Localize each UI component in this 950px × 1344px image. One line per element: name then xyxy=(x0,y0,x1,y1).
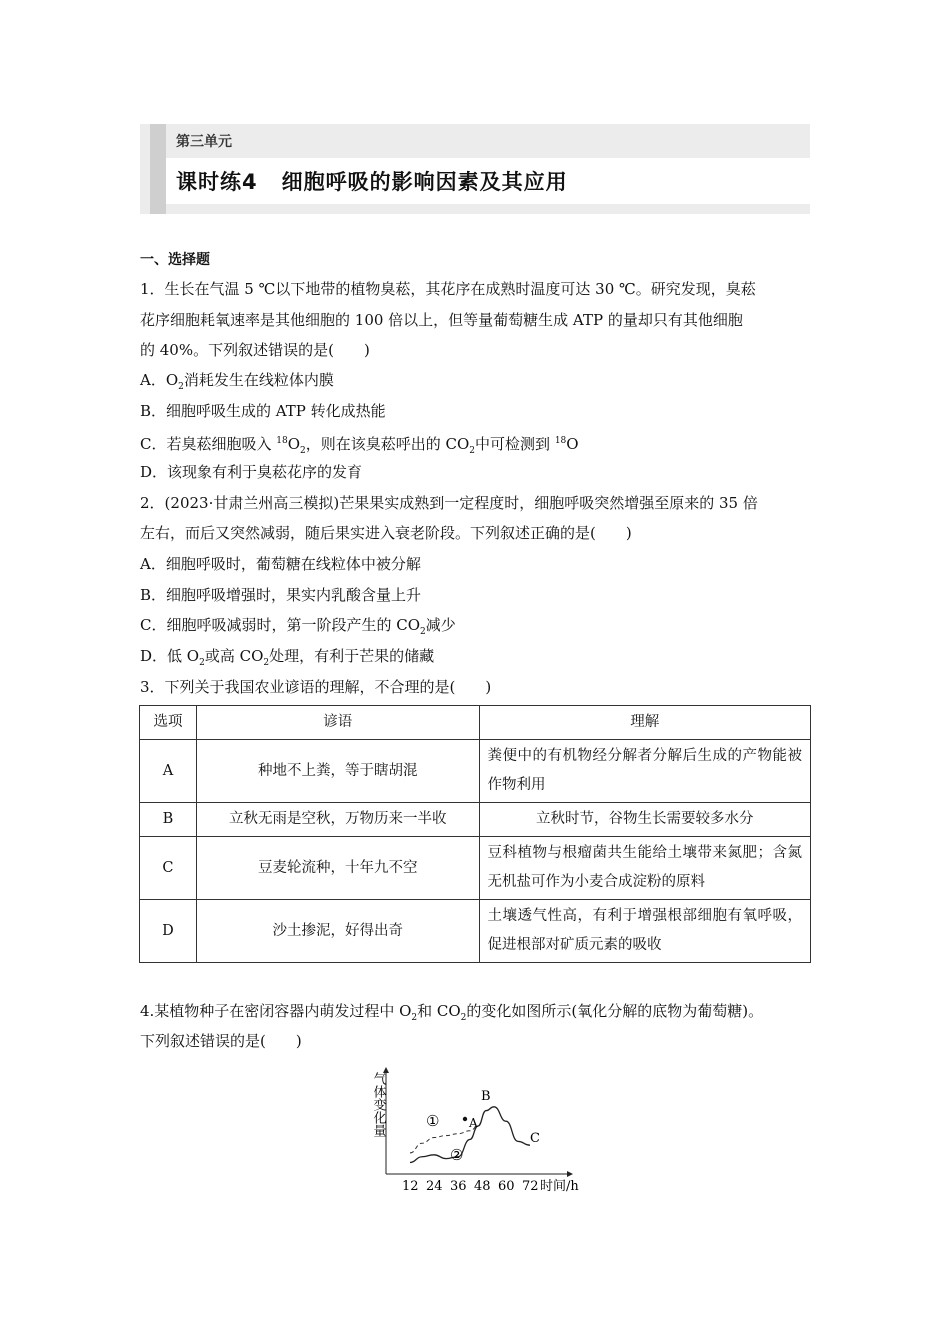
table-cell-option: B xyxy=(140,803,197,837)
curve-1-line xyxy=(410,1126,478,1153)
point-label-c: C xyxy=(530,1131,540,1146)
q2-stem-line-2: 左右，而后又突然减弱，随后果实进入衰老阶段。下列叙述正确的是( ) xyxy=(140,524,632,542)
q1-stem-line-1: 1．生长在气温 5 ℃以下地带的植物臭菘，其花序在成熟时温度可达 30 ℃。研究发现，臭菘 xyxy=(140,280,756,298)
table-header-option: 选项 xyxy=(140,706,197,740)
table-row xyxy=(140,740,811,803)
table-cell-meaning: 立秋时节，谷物生长需要较多水分 xyxy=(479,803,810,837)
table-header-row xyxy=(140,706,811,740)
q1-stem-line-2: 花序细胞耗氧速率是其他细胞的 100 倍以上，但等量葡萄糖生成 ATP 的量却只有其他细胞 xyxy=(140,311,743,329)
x-tick-label: 12 xyxy=(402,1179,419,1194)
lesson-number: 课时练4 xyxy=(176,170,258,194)
x-tick-label: 60 xyxy=(498,1179,515,1194)
curve-label-2: ② xyxy=(450,1146,464,1164)
curve-label-1: ① xyxy=(426,1112,440,1130)
lesson-title: 细胞呼吸的影响因素及其应用 xyxy=(281,170,568,194)
q1-option-c: C．若臭菘细胞吸入 $^{18}O_2$，则在该臭菘呼出的 $CO_2$中可检测到 $^{18}$O xyxy=(140,435,579,456)
q2-stem-line-1: 2．(2023·甘肃兰州高三模拟)芒果果实成熟到一定程度时，细胞呼吸突然增强至原来的 35 倍 xyxy=(140,494,758,512)
q1-option-a: A．$O_2$消耗发生在线粒体内膜 xyxy=(140,371,334,392)
header-accent-bar xyxy=(150,124,166,214)
table-cell-option: C xyxy=(140,837,197,900)
proverb-table xyxy=(139,705,811,963)
x-tick-label: 72 xyxy=(522,1179,539,1194)
table-row xyxy=(140,837,811,900)
table-cell-option: A xyxy=(140,740,197,803)
point-label-a: A xyxy=(469,1116,478,1130)
q1-option-b: B．细胞呼吸生成的 ATP 转化成热能 xyxy=(140,402,386,420)
q1-option-d: D．该现象有利于臭菘花序的发育 xyxy=(140,463,363,481)
x-tick-label: 24 xyxy=(426,1179,443,1194)
q2-option-c: C．细胞呼吸减弱时，第一阶段产生的 $CO_2$减少 xyxy=(140,616,456,637)
table-row xyxy=(140,900,811,963)
table-header-meaning: 理解 xyxy=(479,706,810,740)
table-row xyxy=(140,803,811,837)
q4-stem-line-2: 下列叙述错误的是( ) xyxy=(140,1032,302,1050)
gas-change-chart xyxy=(360,1062,600,1202)
table-header-proverb: 谚语 xyxy=(196,706,479,740)
point-label-b: B xyxy=(481,1089,491,1104)
q1-stem-line-3: 的 40%。下列叙述错误的是( ) xyxy=(140,341,370,359)
table-cell-meaning: 豆科植物与根瘤菌共生能给土壤带来氮肥；含氮无机盐可作为小麦合成淀粉的原料 xyxy=(479,837,810,900)
y-axis-label: 气体变化量 xyxy=(370,1072,386,1137)
x-tick-label: 48 xyxy=(474,1179,491,1194)
point-a-marker xyxy=(463,1117,467,1121)
q2-option-b: B．细胞呼吸增强时，果实内乳酸含量上升 xyxy=(140,586,422,604)
table-cell-option: D xyxy=(140,900,197,963)
table-cell-meaning: 土壤透气性高，有利于增强根部细胞有氧呼吸，促进根部对矿质元素的吸收 xyxy=(479,900,810,963)
table-cell-proverb: 种地不上粪，等于瞎胡混 xyxy=(196,740,479,803)
x-tick-label: 36 xyxy=(450,1179,467,1194)
q2-option-a: A．细胞呼吸时，葡萄糖在线粒体中被分解 xyxy=(140,555,421,573)
table-cell-meaning: 粪便中的有机物经分解者分解后生成的产物能被作物利用 xyxy=(479,740,810,803)
x-axis-label: 时间/h xyxy=(540,1179,579,1194)
table-cell-proverb: 沙土掺泥，好得出奇 xyxy=(196,900,479,963)
section-heading: 一、选择题 xyxy=(140,252,210,268)
q3-stem: 3．下列关于我国农业谚语的理解，不合理的是( ) xyxy=(140,678,492,696)
q2-option-d: D．低 $O_2$或高 $CO_2$处理，有利于芒果的储藏 xyxy=(140,647,435,668)
unit-label: 第三单元 xyxy=(176,134,232,150)
page-title xyxy=(176,166,568,196)
table-cell-proverb: 立秋无雨是空秋，万物历来一半收 xyxy=(196,803,479,837)
table-cell-proverb: 豆麦轮流种，十年九不空 xyxy=(196,837,479,900)
q4-stem-line-1: 4.某植物种子在密闭容器内萌发过程中 $O_2$和 $CO_2$的变化如图所示(氧化分解的底物为葡萄糖)。 xyxy=(140,1002,764,1023)
